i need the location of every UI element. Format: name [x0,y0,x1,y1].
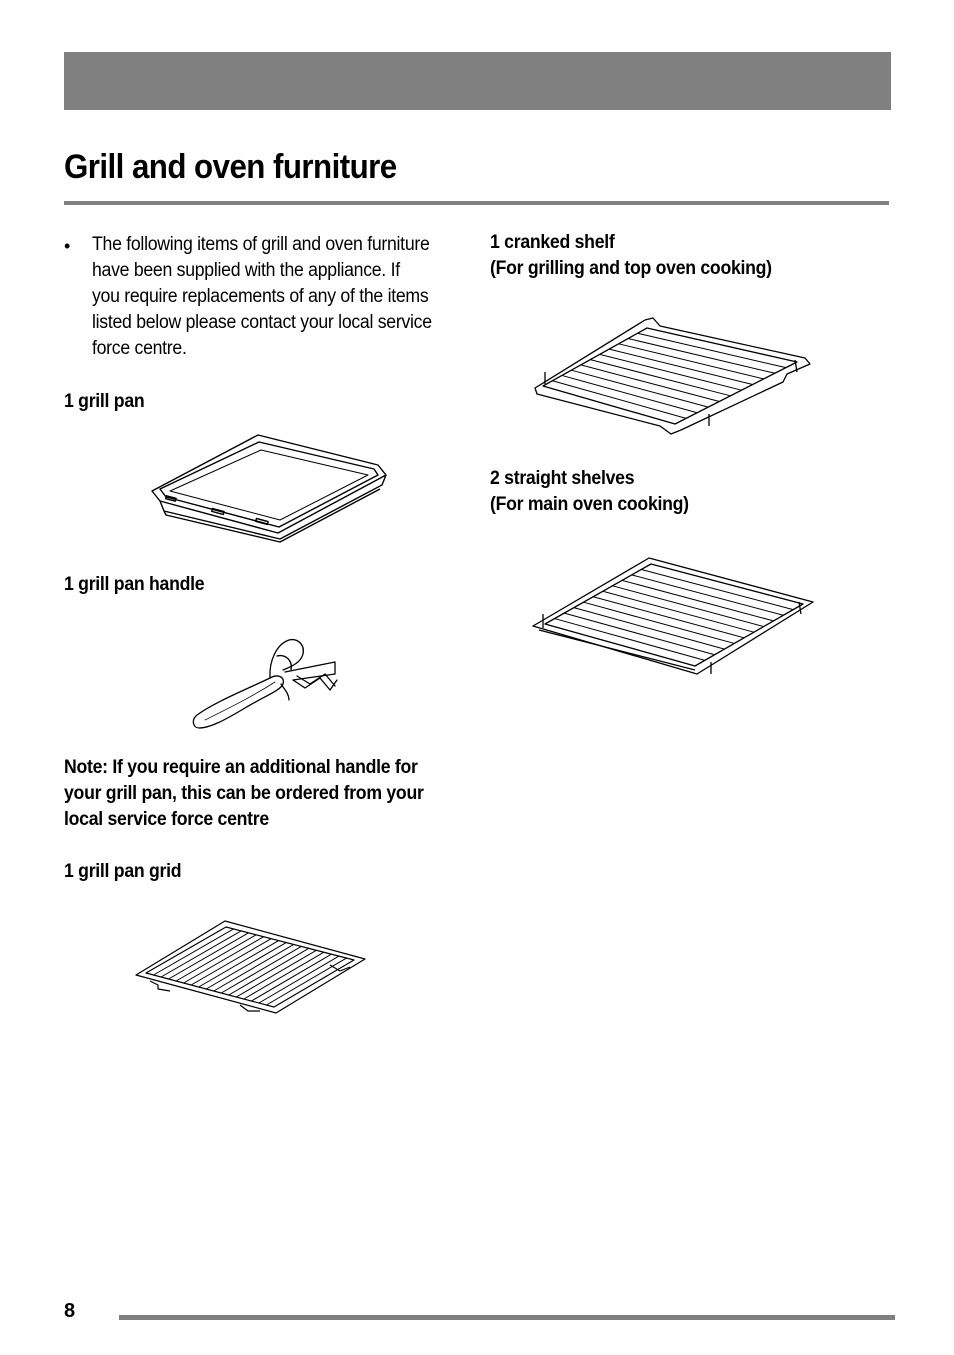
note-line: local service force centre [64,809,269,830]
grill-pan-grid-icon [130,915,375,1020]
header-bar [64,52,891,110]
page-title: Grill and oven furniture [64,148,397,186]
grill-pan-icon [140,425,400,545]
straight-shelves-label: 2 straight shelves [490,468,635,489]
intro-line: listed below please contact your local service [92,312,432,333]
intro-line: you require replacements of any of the items [92,286,429,307]
straight-shelves-sublabel: (For main oven cooking) [490,494,689,515]
cranked-shelf-label: 1 cranked shelf [490,232,615,253]
intro-line: force centre. [92,338,187,359]
cranked-shelf-sublabel: (For grilling and top oven cooking) [490,258,772,279]
page-number: 8 [64,1300,76,1322]
grill-pan-label: 1 grill pan [64,391,145,412]
cranked-shelf-icon [525,310,820,440]
note-line: your grill pan, this can be ordered from your [64,783,424,804]
title-rule [64,201,889,205]
grill-pan-handle-label: 1 grill pan handle [64,574,205,595]
intro-line: The following items of grill and oven furniture [92,234,430,255]
straight-shelf-icon [525,550,825,680]
intro-paragraph [92,232,464,362]
intro-line: have been supplied with the appliance. If [92,260,400,281]
note-paragraph [64,755,424,833]
grill-pan-grid-label: 1 grill pan grid [64,861,182,882]
note-line: Note: If you require an additional handle for [64,757,418,778]
grill-pan-handle-icon [185,630,355,735]
bullet-icon: • [64,236,71,256]
footer-rule [119,1315,895,1320]
